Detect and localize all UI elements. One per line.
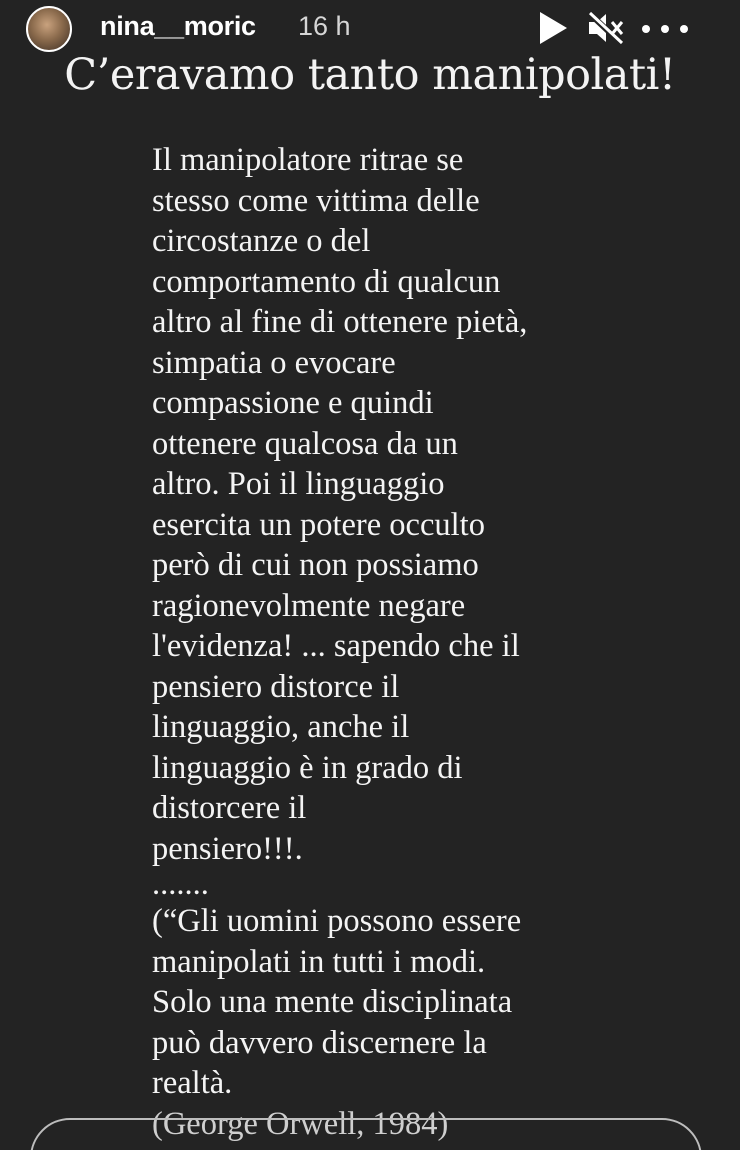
text-line: pensiero!!!. bbox=[152, 830, 303, 867]
text-line: comportamento di qualcun bbox=[152, 263, 501, 300]
avatar[interactable] bbox=[26, 6, 72, 52]
post-title: C’eravamo tanto manipolati! bbox=[64, 50, 676, 100]
text-line: compassione e quindi bbox=[152, 385, 434, 421]
text-line: ....... bbox=[152, 866, 209, 902]
mute-icon[interactable] bbox=[586, 10, 626, 46]
text-line: ragionevolmente negare bbox=[152, 587, 466, 624]
text-line: ottenere qualcosa da un bbox=[152, 425, 458, 462]
text-line: (“Gli uomini possono essere bbox=[152, 903, 522, 939]
text-line: esercita un potere occulto bbox=[152, 506, 485, 543]
text-line: stesso come vittima delle bbox=[152, 182, 480, 219]
more-icon[interactable] bbox=[642, 25, 688, 33]
text-line: simpatia o evocare bbox=[152, 344, 396, 381]
username[interactable]: nina__moric bbox=[100, 11, 256, 41]
text-line: l'evidenza! ... sapendo che il bbox=[152, 628, 520, 664]
play-icon[interactable] bbox=[540, 12, 567, 44]
reply-input[interactable] bbox=[30, 1118, 702, 1150]
text-line: (George Orwell, 1984) bbox=[152, 1105, 449, 1142]
text-line: altro al fine di ottenere pietà, bbox=[152, 304, 528, 340]
text-line: distorcere il bbox=[152, 790, 307, 826]
text-line: altro. Poi il linguaggio bbox=[152, 466, 445, 502]
text-line: però di cui non possiamo bbox=[152, 547, 479, 583]
text-line: circostanze o del bbox=[152, 223, 371, 259]
text-line: realtà. bbox=[152, 1065, 233, 1101]
post-time: 16 h bbox=[298, 11, 351, 41]
text-line: linguaggio, anche il bbox=[152, 709, 410, 745]
text-line: linguaggio è in grado di bbox=[152, 749, 463, 786]
text-line: può davvero discernere la bbox=[152, 1024, 487, 1061]
text-line: manipolati in tutti i modi. bbox=[152, 943, 486, 980]
text-line: pensiero distorce il bbox=[152, 668, 400, 705]
text-line: Il manipolatore ritrae se bbox=[152, 142, 464, 178]
text-line: Solo una mente disciplinata bbox=[152, 984, 513, 1020]
post-body bbox=[152, 140, 622, 1144]
